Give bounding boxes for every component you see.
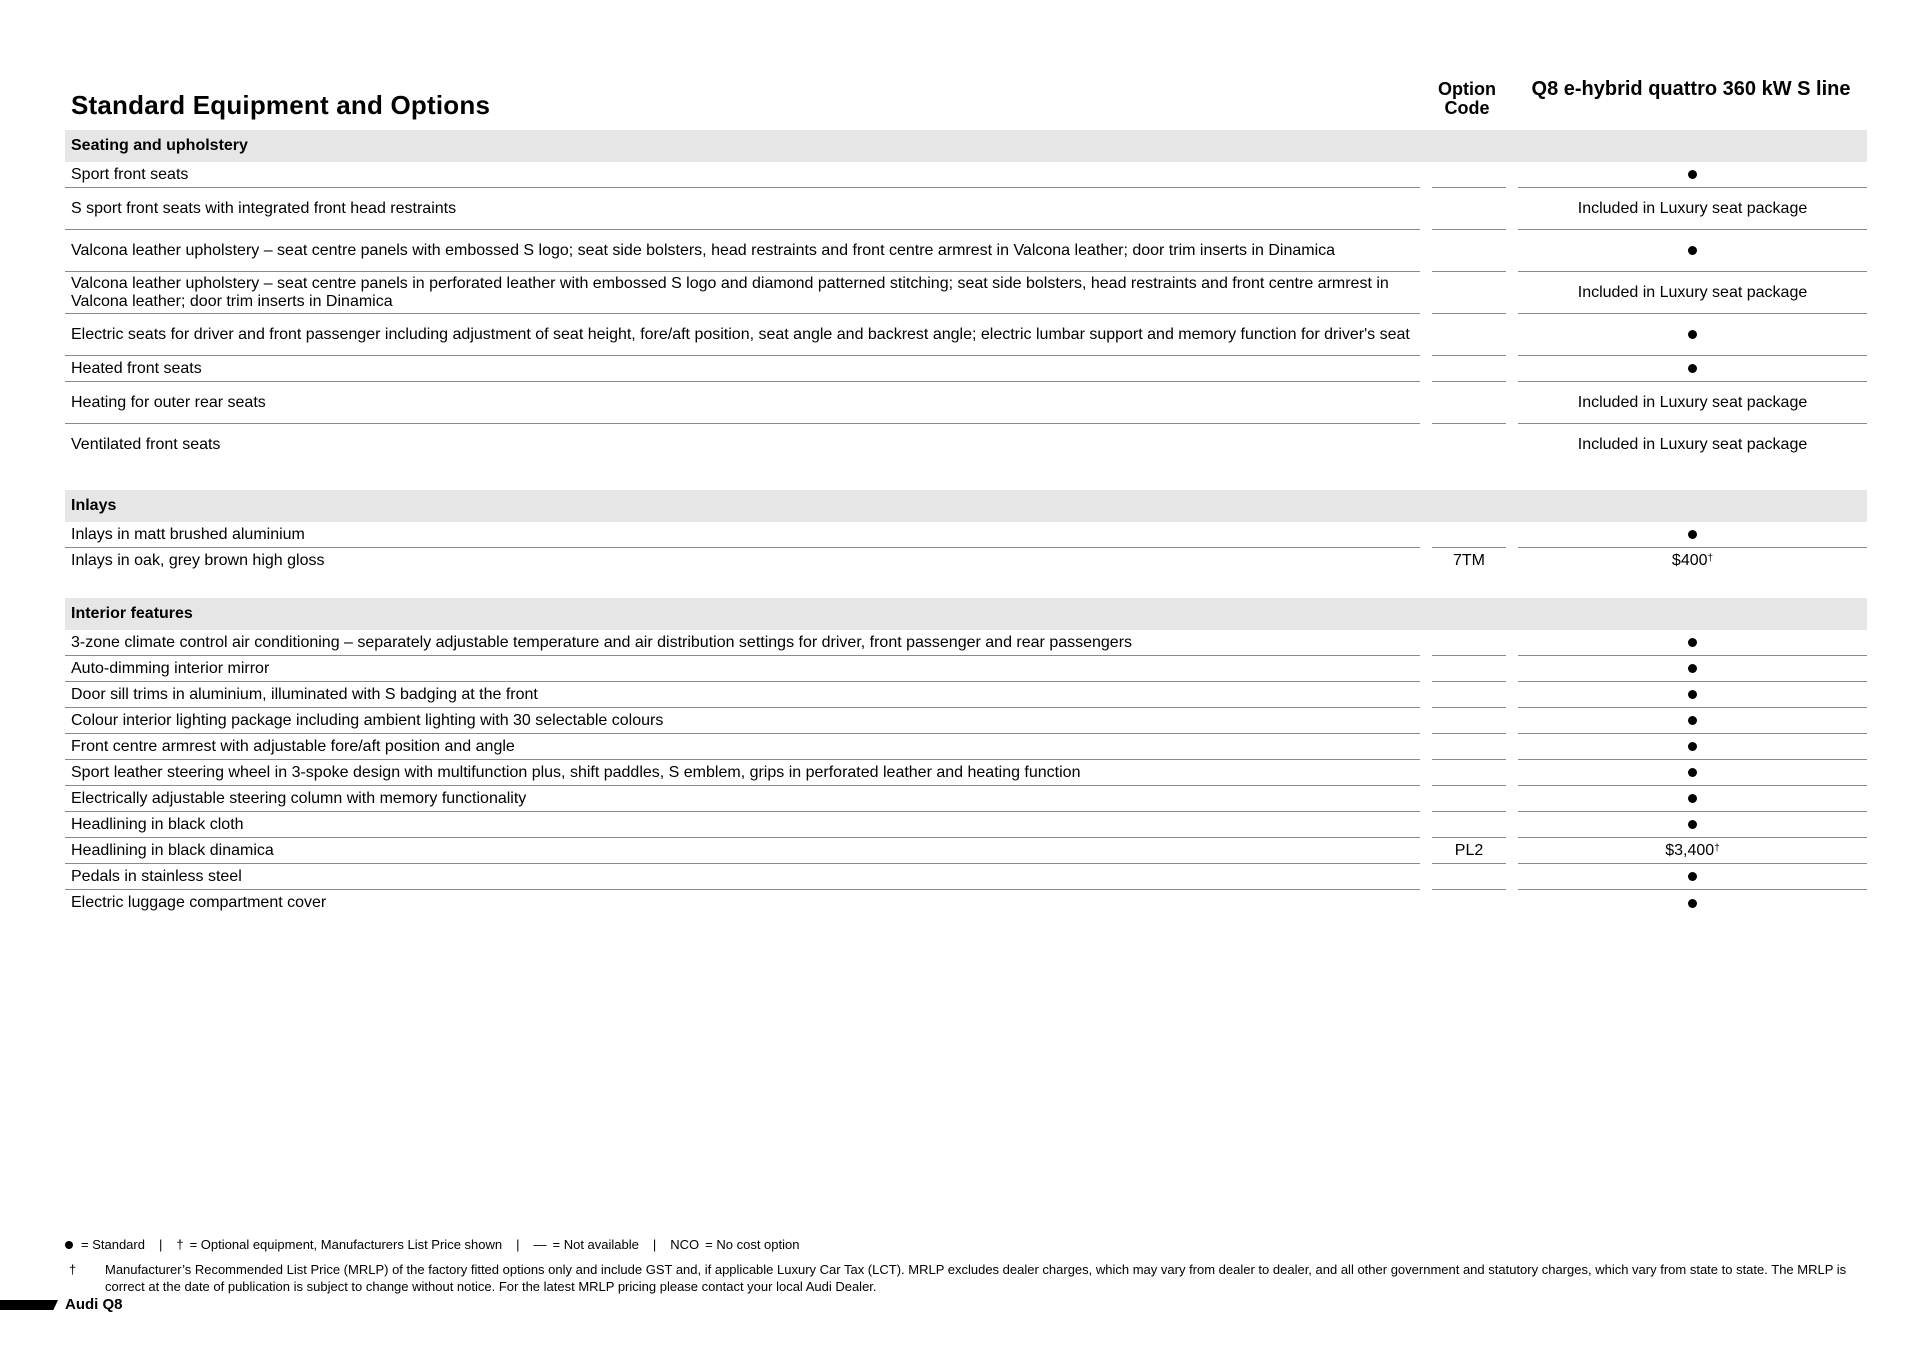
standard-bullet-icon-cell [1518, 890, 1867, 916]
row-description: Door sill trims in aluminium, illuminated with S badging at the front [65, 682, 1420, 708]
standard-bullet-icon-cell [1518, 682, 1867, 708]
row-description: Headlining in black dinamica [65, 838, 1420, 864]
standard-bullet-icon-cell [1518, 356, 1867, 382]
row-description: Electric seats for driver and front passenger including adjustment of seat height, fore/aft position, seat angle and backrest angle; electric lumbar support and memory function for driver's seat [65, 314, 1420, 356]
table-row [65, 188, 1867, 230]
standard-bullet-icon [1688, 246, 1697, 255]
footnote-text: Manufacturer’s Recommended List Price (MRLP) of the factory fitted options only and include GST and, if applicable Luxury Car Tax (LCT). MRLP excludes dealer charges, which may vary from dealer to dealer, and all other government and statutory charges, which vary from state to state. The MRLP is correct at the date of publication is subject to change without notice. For the latest MRLP pricing please contact your local Audi Dealer. [105, 1262, 1847, 1294]
table-row [65, 522, 1867, 548]
section-spacer [65, 574, 1867, 598]
row-description: Colour interior lighting package including ambient lighting with 30 selectable colours [65, 708, 1420, 734]
row-description: Pedals in stainless steel [65, 864, 1420, 890]
legend-not-available: = Not available [552, 1237, 639, 1252]
table-row [65, 864, 1867, 890]
row-value-text: $400 [1671, 552, 1708, 569]
row-option-code [1432, 522, 1506, 548]
table-row [65, 734, 1867, 760]
standard-bullet-icon-cell [1518, 864, 1867, 890]
row-value [1518, 838, 1867, 864]
table-row [65, 230, 1867, 272]
section-heading: Interior features [65, 598, 1867, 630]
row-description: Valcona leather upholstery – seat centre panels with embossed S logo; seat side bolsters, head restraints and front centre armrest in Valcona leather; door trim inserts in Dinamica [65, 230, 1420, 272]
standard-bullet-icon [1688, 170, 1697, 179]
row-description: Heated front seats [65, 356, 1420, 382]
legend-nco: = No cost option [705, 1237, 800, 1252]
brand-bar [0, 1300, 58, 1310]
table-row [65, 656, 1867, 682]
legend-standard: = Standard [81, 1237, 145, 1252]
legend [65, 1236, 1875, 1253]
legend-separator: | [158, 1237, 163, 1252]
standard-bullet-icon [1688, 530, 1697, 539]
standard-bullet-icon [1688, 330, 1697, 339]
table-row [65, 786, 1867, 812]
standard-bullet-icon [1688, 794, 1697, 803]
legend-separator: | [516, 1237, 520, 1252]
row-option-code [1432, 786, 1506, 812]
row-description: Headlining in black cloth [65, 812, 1420, 838]
table-row [65, 708, 1867, 734]
row-value-text: Included in Luxury seat package [1577, 436, 1808, 453]
standard-bullet-icon [1688, 638, 1697, 647]
table-row [65, 314, 1867, 356]
table-row [65, 682, 1867, 708]
row-value-text: Included in Luxury seat package [1577, 393, 1808, 411]
table-row [65, 424, 1867, 466]
row-description: Ventilated front seats [71, 436, 221, 453]
standard-bullet-icon-cell [1518, 734, 1867, 760]
row-value-text: Included in Luxury seat package [1577, 283, 1808, 301]
standard-bullet-icon [1688, 690, 1697, 699]
row-value-text: $3,400 [1665, 841, 1715, 859]
standard-bullet-icon-cell [1518, 656, 1867, 682]
row-option-code [1432, 656, 1506, 682]
standard-bullet-icon [1688, 742, 1697, 751]
row-description: Front centre armrest with adjustable fore/aft position and angle [65, 734, 1420, 760]
option-code-column-header: Option Code [1438, 79, 1496, 118]
row-value-text: Included in Luxury seat package [1577, 199, 1808, 217]
dagger-mark: † [1707, 553, 1714, 564]
standard-bullet-icon [1688, 664, 1697, 673]
row-description: S sport front seats with integrated front head restraints [65, 188, 1420, 230]
standard-bullet-icon-cell [1518, 522, 1867, 548]
legend-separator: | [652, 1237, 657, 1252]
legend-optional-symbol: † [176, 1237, 184, 1252]
row-description: Inlays in matt brushed aluminium [65, 522, 1420, 548]
section-spacer [65, 466, 1867, 490]
table-header [65, 0, 1867, 130]
legend-optional: = Optional equipment, Manufacturers List Price shown [189, 1237, 503, 1252]
table-row [65, 272, 1867, 314]
row-value [1518, 272, 1867, 314]
footnote [65, 1261, 1875, 1295]
standard-bullet-icon-cell [1518, 760, 1867, 786]
row-option-code [1432, 230, 1506, 272]
standard-bullet-icon-cell [1518, 708, 1867, 734]
section [65, 598, 1867, 916]
row-option-code [1432, 760, 1506, 786]
section-heading: Inlays [65, 490, 1867, 522]
standard-bullet-icon [65, 1241, 73, 1249]
row-description: Valcona leather upholstery – seat centre panels in perforated leather with embossed S logo and diamond patterned stitching; seat side bolsters, head restraints and front centre armrest in Valcona leather; door trim inserts in Dinamica [65, 272, 1420, 314]
table-row [65, 812, 1867, 838]
standard-bullet-icon-cell [1518, 630, 1867, 656]
page-title: Standard Equipment and Options [71, 90, 491, 120]
standard-bullet-icon [1688, 364, 1697, 373]
row-option-code [1432, 382, 1506, 424]
standard-bullet-icon [1688, 872, 1697, 881]
standard-bullet-icon [1688, 768, 1697, 777]
row-option-code [1432, 272, 1506, 314]
row-option-code: 7TM [1453, 552, 1485, 569]
row-option-code [1432, 708, 1506, 734]
row-description: Electrically adjustable steering column with memory functionality [65, 786, 1420, 812]
row-option-code [1432, 812, 1506, 838]
standard-bullet-icon-cell [1518, 786, 1867, 812]
row-description: Electric luggage compartment cover [71, 894, 327, 911]
row-description: Sport leather steering wheel in 3-spoke design with multifunction plus, shift paddles, S emblem, grips in perforated leather and heating function [65, 760, 1420, 786]
row-value [1518, 188, 1867, 230]
standard-bullet-icon-cell [1518, 162, 1867, 188]
legend-nco-symbol: NCO [670, 1237, 700, 1252]
table-row [65, 356, 1867, 382]
standard-bullet-icon [1688, 820, 1697, 829]
legend-not-available-symbol: — [533, 1237, 547, 1252]
row-option-code [1432, 314, 1506, 356]
section [65, 490, 1867, 574]
table-row [65, 382, 1867, 424]
dagger-mark: † [1714, 842, 1720, 854]
table-row [65, 548, 1867, 574]
row-description: Heating for outer rear seats [65, 382, 1420, 424]
brand-label: Audi Q8 [65, 1296, 123, 1313]
row-option-code [1432, 162, 1506, 188]
table-row [65, 890, 1867, 916]
standard-bullet-icon [1688, 716, 1697, 725]
row-option-code [1432, 864, 1506, 890]
standard-bullet-icon [1688, 899, 1697, 908]
section [65, 130, 1867, 466]
row-description: Inlays in oak, grey brown high gloss [71, 552, 325, 569]
row-description: 3-zone climate control air conditioning – separately adjustable temperature and air distribution settings for driver, front passenger and rear passengers [65, 630, 1420, 656]
table-row [65, 760, 1867, 786]
row-option-code: PL2 [1432, 838, 1506, 864]
row-option-code [1432, 890, 1506, 916]
footnote-mark: † [69, 1262, 77, 1277]
row-option-code [1432, 630, 1506, 656]
equipment-table [65, 130, 1867, 916]
model-column-header: Q8 e-hybrid quattro 360 kW S line [1531, 78, 1851, 100]
row-option-code [1432, 682, 1506, 708]
row-description: Auto-dimming interior mirror [65, 656, 1420, 682]
standard-bullet-icon-cell [1518, 812, 1867, 838]
table-row [65, 162, 1867, 188]
standard-bullet-icon-cell [1518, 230, 1867, 272]
row-description: Sport front seats [65, 162, 1420, 188]
table-row [65, 630, 1867, 656]
row-option-code [1432, 734, 1506, 760]
section-heading: Seating and upholstery [65, 130, 1867, 162]
equipment-page [65, 0, 1867, 916]
row-option-code [1432, 424, 1506, 466]
row-value [1518, 382, 1867, 424]
row-option-code [1432, 356, 1506, 382]
standard-bullet-icon-cell [1518, 314, 1867, 356]
table-row [65, 838, 1867, 864]
row-value [1518, 424, 1867, 466]
row-value [1518, 548, 1867, 574]
footer [65, 1236, 1875, 1295]
row-option-code [1432, 188, 1506, 230]
